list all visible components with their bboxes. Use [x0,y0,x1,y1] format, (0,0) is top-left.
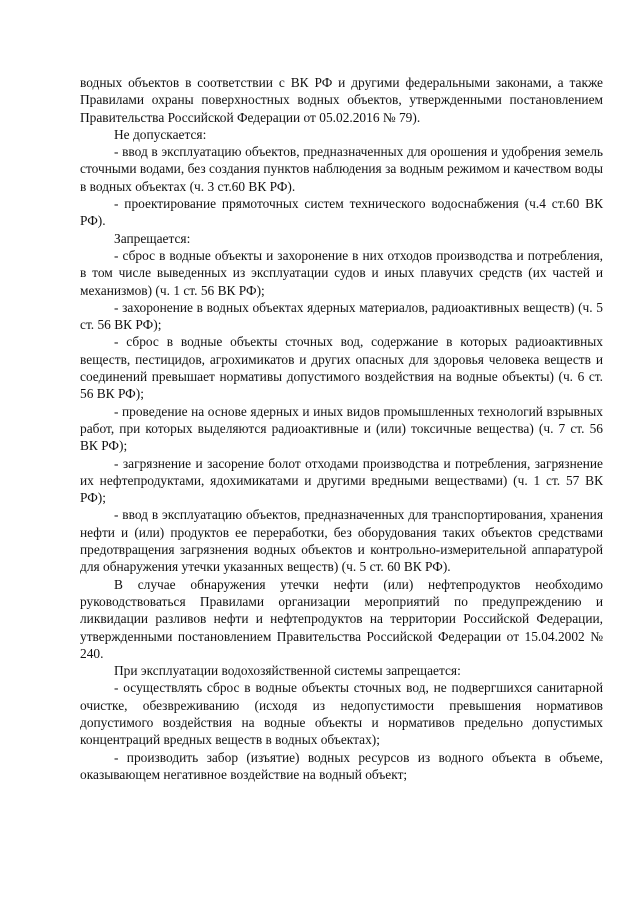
list-item: - ввод в эксплуатацию объектов, предназначенных для транспортирования, хранения нефти и (или) продуктов ее переработки, без оборудования таких объектов средствами предотвращения загрязнения водных объектов и контрольно-измерительной аппаратурой для обнаружения утечки указанных веществ) (ч. 5 ст. 60 ВК РФ). [80,507,603,575]
heading-not-allowed: Не допускается: [114,126,207,142]
list-item: - производить забор (изъятие) водных ресурсов из водного объекта в объеме, оказывающем негативное воздействие на водный объект; [80,749,603,782]
heading-water-system: При эксплуатации водохозяйственной системы запрещается: [114,663,461,679]
list-item: - захоронение в водных объектах ядерных материалов, радиоактивных веществ) (ч. 5 ст. 56 ВК РФ); [80,299,603,333]
heading-prohibited: Запрещается: [114,230,191,246]
list-item: - сброс в водные объекты сточных вод, содержание в которых радиоактивных веществ, пестицидов, агрохимикатов и других опасных для здоровья человека веществ и соединений превышает нормативы допустимого воздействия на водные объекты) (ч. 6 ст. 56 ВК РФ); [80,334,603,402]
list-item: - сброс в водные объекты и захоронение в них отходов производства и потребления, в том числе выведенных из эксплуатации судов и иных плавучих средств (их частей и механизмов) (ч. 1 ст. 56 ВК РФ); [80,247,603,298]
list-item: - проектирование прямоточных систем технического водоснабжения (ч.4 ст.60 ВК РФ). [80,196,603,229]
document-page [80,74,603,783]
list-item: - ввод в эксплуатацию объектов, предназначенных для орошения и удобрения земель сточными водами, без создания пунктов наблюдения за водным режимом и качеством воды в водных объектах (ч. 3 ст.60 ВК РФ). [80,144,603,194]
list-item: - загрязнение и засорение болот отходами производства и потребления, загрязнение их нефтепродуктами, ядохимикатами и другими вредными веществами) (ч. 1 ст. 57 ВК РФ); [80,455,603,506]
list-item: - проведение на основе ядерных и иных видов промышленных технологий взрывных работ, при которых выделяются радиоактивные и (или) токсичные вещества) (ч. 7 ст. 56 ВК РФ); [80,403,603,454]
paragraph-oil-leak: В случае обнаружения утечки нефти (или) нефтепродуктов необходимо руководствоваться Правилами организации мероприятий по предупреждению и ликвидации разливов нефти и нефтепродуктов на территории Российской Федерации, утвержденными постановлением Правительства Российской Федерации от 15.04.2002 № 240. [80,576,603,661]
list-item: - осуществлять сброс в водные объекты сточных вод, не подвергшихся санитарной очистке, обезвреживанию (исходя из недопустимости превышения нормативов допустимого воздействия на водные объекты и нормативов предельно допустимых концентраций вредных веществ в водных объектах); [80,680,603,748]
paragraph-intro: водных объектов в соответствии с ВК РФ и другими федеральными законами, а также Правилами охраны поверхностных водных объектов, утвержденными постановлением Правительства Российской Федерации от 05.02.2016 № 79). [80,75,603,125]
